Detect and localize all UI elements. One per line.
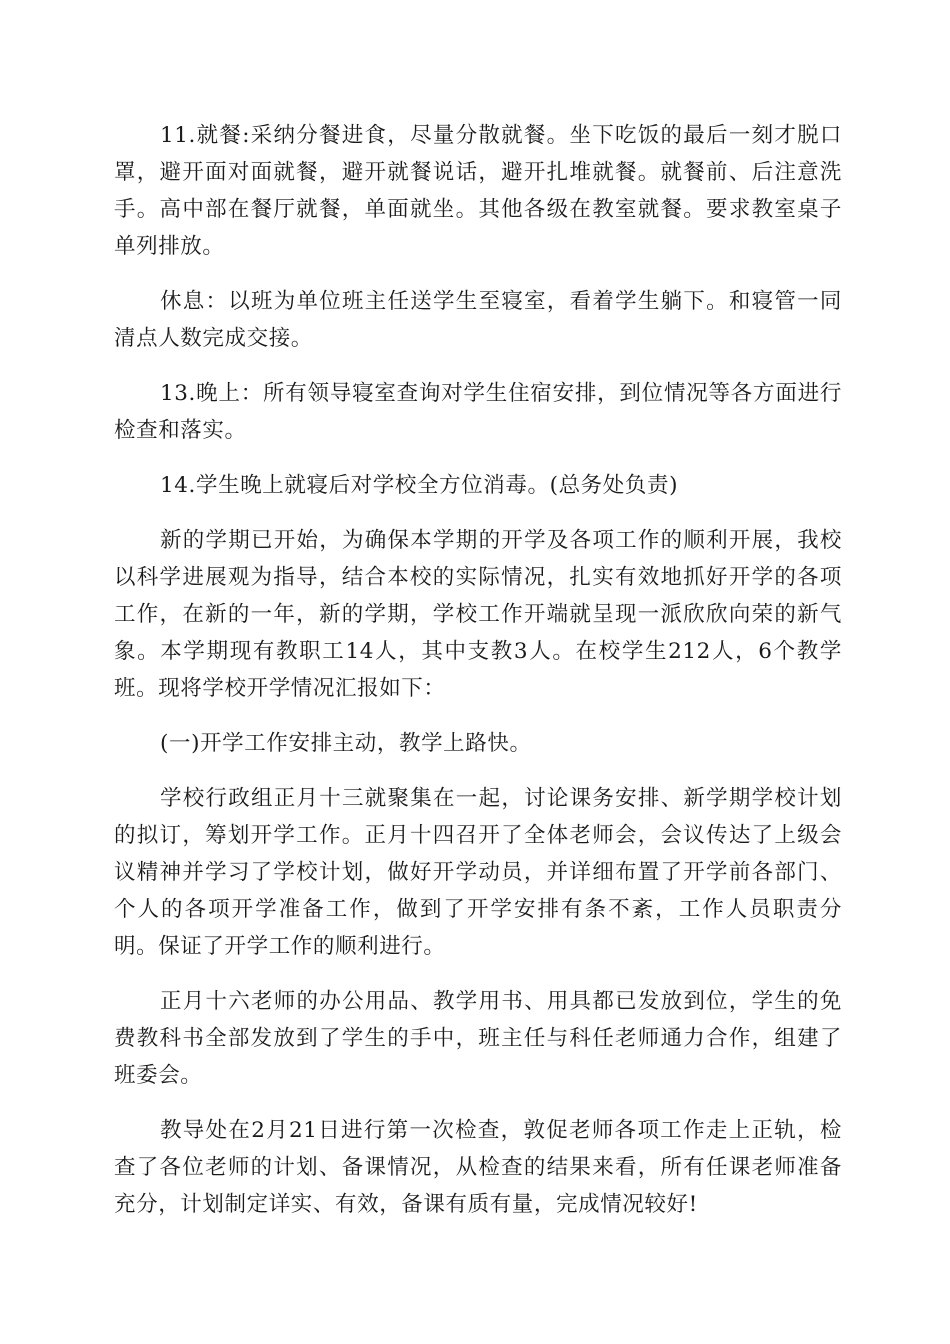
paragraph-admin-meeting: 学校行政组正月十三就聚集在一起，讨论课务安排、新学期学校计划的拟订，筹划开学工作。正月十四召开了全体老师会，会议传达了上级会议精神并学习了学校计划，做好开学动员，并详细布置了开学前各部门、个人的各项开学准备工作，做到了开学安排有条不紊，工作人员职责分明。保证了开学工作的顺利进行。 [114,786,842,959]
section-heading-1: (一)开学工作安排主动，教学上路快。 [160,731,532,756]
paragraph-inspection: 教导处在2月21日进行第一次检查，敦促老师各项工作走上正轨，检查了各位老师的计划、备课情况，从检查的结果来看，所有任课老师准备充分，计划制定详实、有效，备课有质有量，完成情况较好! [114,1118,842,1217]
paragraph-supplies: 正月十六老师的办公用品、教学用书、用具都已发放到位，学生的免费教科书全部发放到了学生的手中，班主任与科任老师通力合作，组建了班委会。 [114,989,842,1088]
paragraph-semester-intro: 新的学期已开始，为确保本学期的开学及各项工作的顺利开展，我校以科学进展观为指导，结合本校的实际情况，扎实有效地抓好开学的各项工作，在新的一年，新的学期，学校工作开端就呈现一派欣欣向荣的新气象。本学期现有教职工14人，其中支教3人。在校学生212人，6个教学班。现将学校开学情况汇报如下： [114,528,842,701]
paragraph-disinfection: 14.学生晚上就寝后对学校全方位消毒。(总务处负责) [160,473,679,498]
paragraph-rest: 休息：以班为单位班主任送学生至寝室，看着学生躺下。和寝管一同清点人数完成交接。 [114,289,842,351]
document-body [114,117,842,1241]
paragraph-dining: 11.就餐:采纳分餐进食，尽量分散就餐。坐下吃饭的最后一刻才脱口罩，避开面对面就餐，避开就餐说话，避开扎堆就餐。就餐前、后注意洗手。高中部在餐厅就餐，单面就坐。其他各级在教室就餐。要求教室桌子单列排放。 [114,123,842,259]
paragraph-evening-check: 13.晚上：所有领导寝室查询对学生住宿安排，到位情况等各方面进行检查和落实。 [114,381,842,443]
